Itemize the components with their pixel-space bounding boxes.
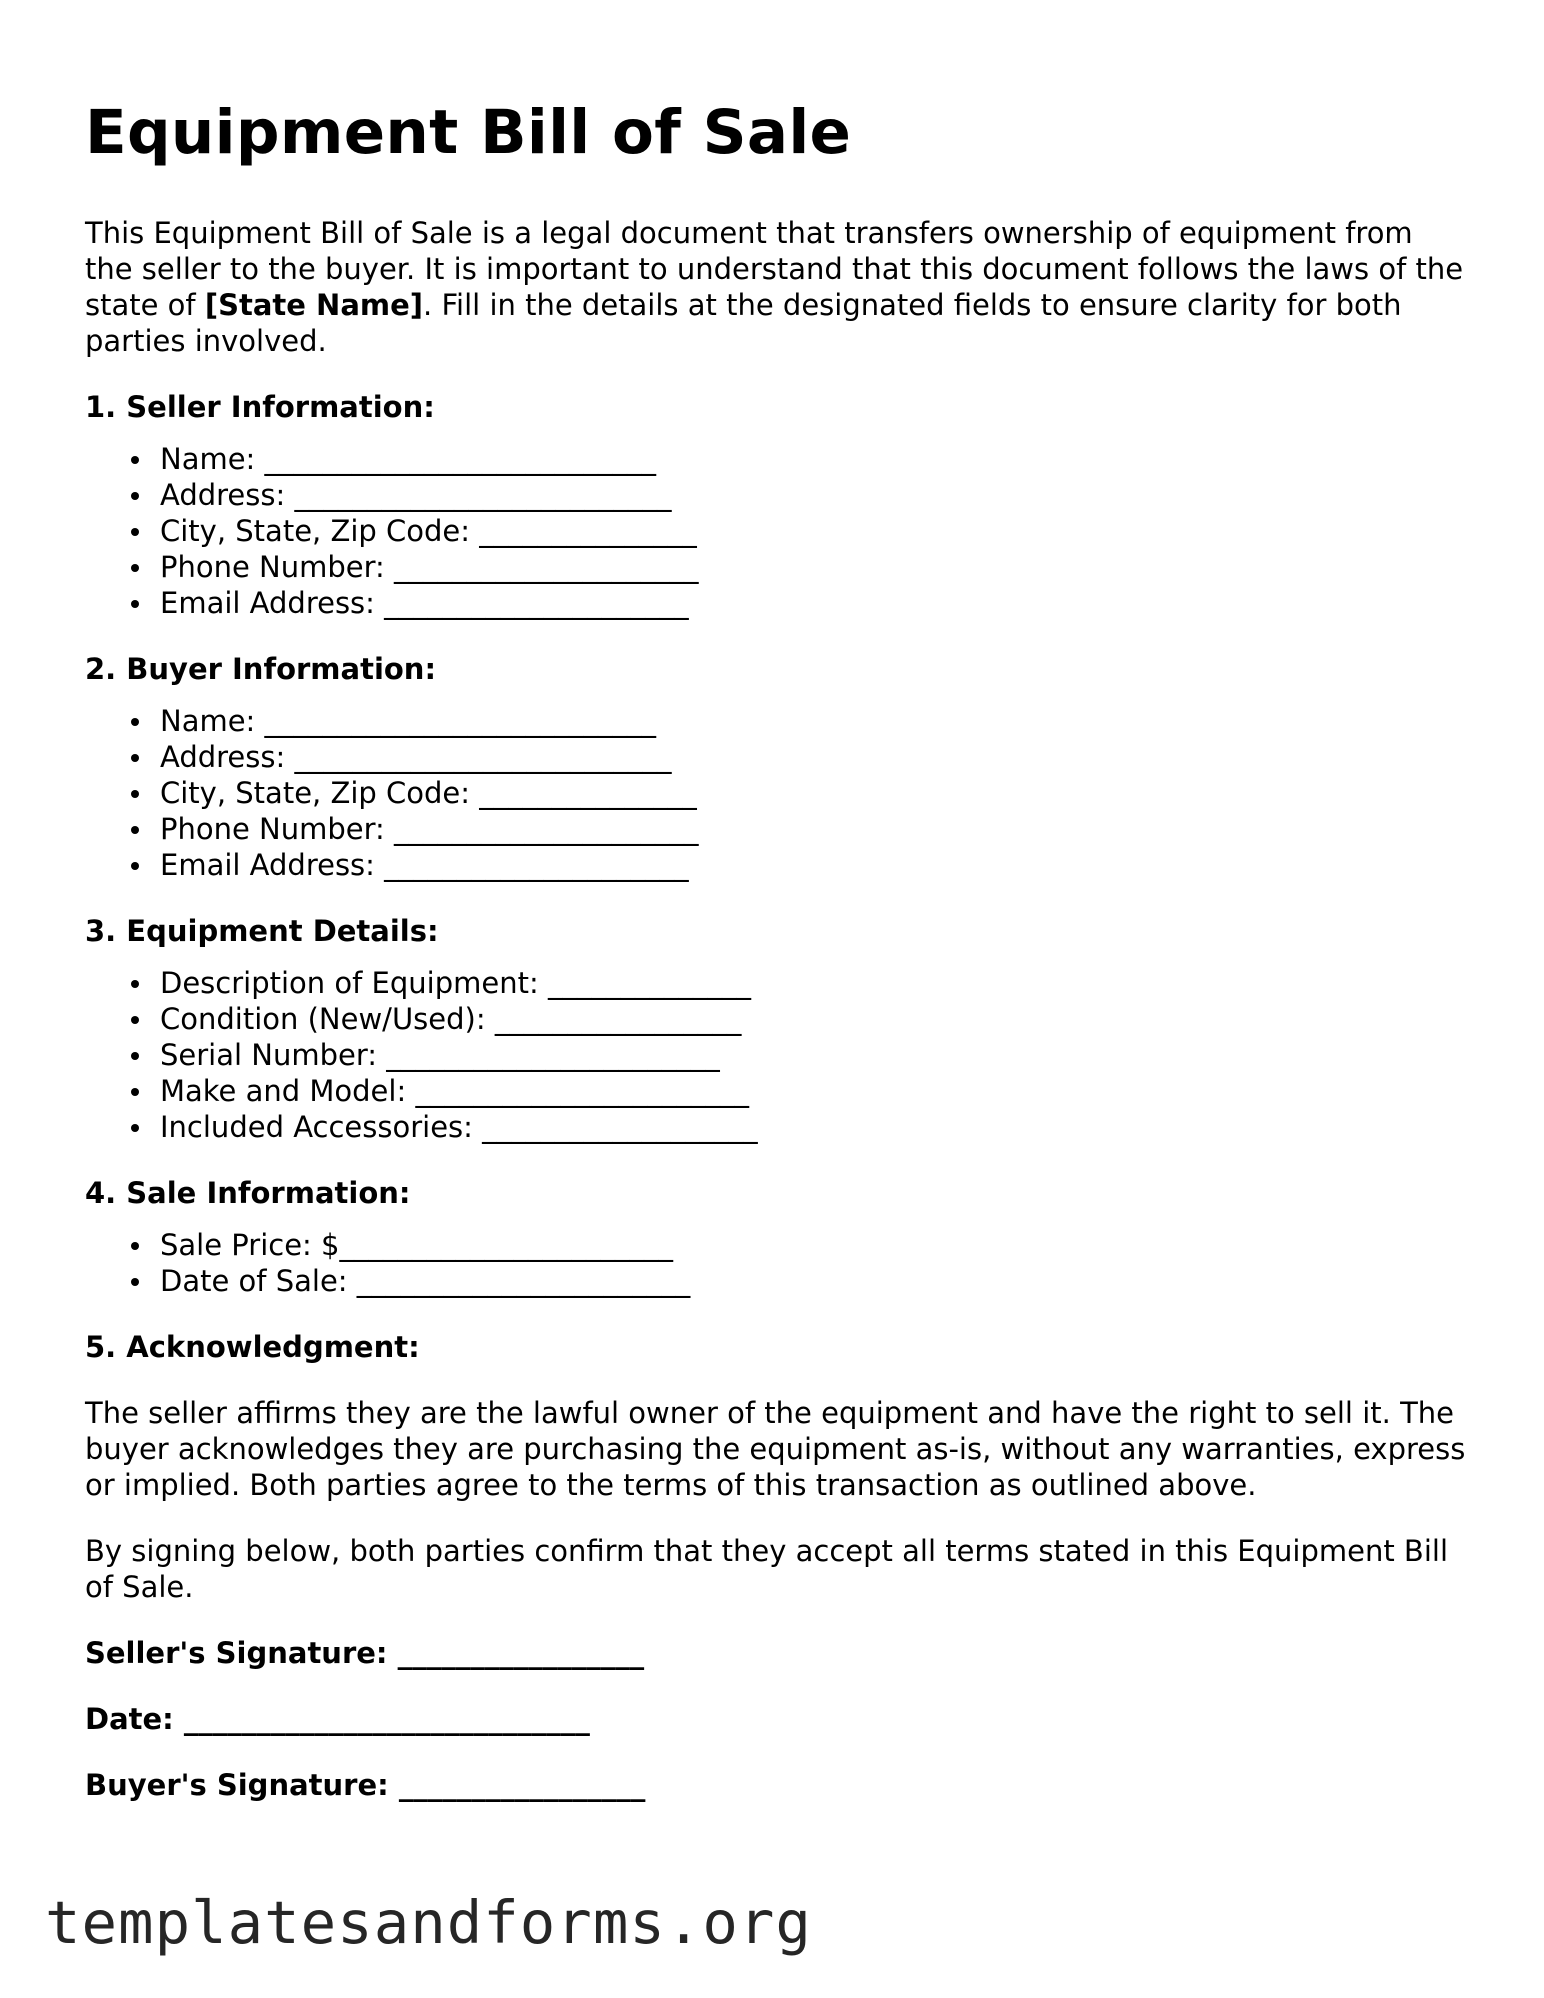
fill-blank[interactable]: __________________________	[294, 740, 672, 775]
field-label: Phone Number:	[160, 550, 385, 585]
buyer-city-state-zip-field[interactable]	[160, 775, 1485, 811]
document-title: Equipment Bill of Sale	[85, 97, 852, 168]
seller-signature-label: Seller's Signature:	[85, 1636, 388, 1671]
intro-paragraph	[85, 215, 1465, 359]
field-label: Name:	[160, 442, 256, 477]
intro-text-1: This Equipment Bill of Sale is a legal document that transfers ownership of equipment from the seller to the buyer. It is important to understand that this document follows the laws of the state of	[85, 216, 1464, 323]
watermark-text: templatesandforms.org	[45, 1888, 812, 1957]
sale-price-field[interactable]	[160, 1227, 1485, 1263]
equipment-heading: 3. Equipment Details:	[85, 914, 439, 949]
fill-blank[interactable]: _________________	[494, 1002, 742, 1037]
fill-blank[interactable]: ___________________________	[264, 704, 657, 739]
field-label: Email Address:	[160, 848, 375, 883]
fill-blank[interactable]: _______________________	[339, 1228, 673, 1263]
date-blank[interactable]: ____________________________	[183, 1702, 590, 1737]
equipment-condition-field[interactable]	[160, 1001, 1485, 1037]
buyer-address-field[interactable]	[160, 739, 1485, 775]
seller-heading: 1. Seller Information:	[85, 390, 435, 425]
equipment-make-model-field[interactable]	[160, 1073, 1485, 1109]
date-label: Date:	[85, 1702, 174, 1737]
fill-blank[interactable]: ______________	[547, 966, 751, 1001]
field-label: Serial Number:	[160, 1038, 378, 1073]
equipment-serial-field[interactable]	[160, 1037, 1485, 1073]
fill-blank[interactable]: _____________________	[394, 550, 699, 585]
buyer-fields	[85, 703, 1485, 883]
field-label: Make and Model:	[160, 1074, 407, 1109]
seller-address-field[interactable]	[160, 477, 1485, 513]
acknowledgment-heading: 5. Acknowledgment:	[85, 1330, 420, 1365]
state-name-placeholder: [State Name]	[204, 288, 424, 323]
seller-signature-line[interactable]	[85, 1635, 1485, 1671]
field-label: City, State, Zip Code:	[160, 776, 471, 811]
sale-heading: 4. Sale Information:	[85, 1176, 411, 1211]
fill-blank[interactable]: ___________________________	[264, 442, 657, 477]
field-label: Description of Equipment:	[160, 966, 539, 1001]
field-label: Condition (New/Used):	[160, 1002, 486, 1037]
field-label: Date of Sale:	[160, 1264, 348, 1299]
sale-date-field[interactable]	[160, 1263, 1485, 1299]
fill-blank[interactable]: _____________________	[384, 848, 689, 883]
field-label: Email Address:	[160, 586, 375, 621]
seller-city-state-zip-field[interactable]	[160, 513, 1485, 549]
field-label: Address:	[160, 478, 286, 513]
acknowledgment-paragraph: The seller affirms they are the lawful owner of the equipment and have the right to sell it. The buyer acknowledges they are purchasing the equipment as-is, without any warranties, express or implied. Both parties agree to the terms of this transaction as outlined above.	[85, 1396, 1466, 1503]
seller-email-field[interactable]	[160, 585, 1485, 621]
date-signature-line[interactable]	[85, 1701, 1485, 1737]
buyer-signature-label: Buyer's Signature:	[85, 1768, 389, 1803]
field-label: Sale Price: $	[160, 1228, 340, 1263]
seller-phone-field[interactable]	[160, 549, 1485, 585]
equipment-description-field[interactable]	[160, 965, 1485, 1001]
equipment-fields	[85, 965, 1485, 1145]
fill-blank[interactable]: _______________	[479, 776, 697, 811]
buyer-email-field[interactable]	[160, 847, 1485, 883]
fill-blank[interactable]: _______________________	[386, 1038, 720, 1073]
intro-text-2: . Fill in the details at the designated fields to ensure clarity for both parties involved.	[85, 288, 1402, 359]
signing-paragraph: By signing below, both parties confirm that they accept all terms stated in this Equipment Bill of Sale.	[85, 1534, 1448, 1605]
seller-signature-blank[interactable]: _________________	[397, 1636, 645, 1671]
field-label: City, State, Zip Code:	[160, 514, 471, 549]
buyer-name-field[interactable]	[160, 703, 1485, 739]
field-label: Included Accessories:	[160, 1110, 473, 1145]
seller-name-field[interactable]	[160, 441, 1485, 477]
buyer-phone-field[interactable]	[160, 811, 1485, 847]
buyer-heading: 2. Buyer Information:	[85, 652, 437, 687]
fill-blank[interactable]: _______________	[479, 514, 697, 549]
fill-blank[interactable]: _____________________	[394, 812, 699, 847]
document-page	[85, 96, 1485, 1803]
sale-fields	[85, 1227, 1485, 1299]
fill-blank[interactable]: __________________________	[294, 478, 672, 513]
fill-blank[interactable]: _______________________	[356, 1264, 691, 1299]
field-label: Phone Number:	[160, 812, 385, 847]
fill-blank[interactable]: _____________________	[384, 586, 689, 621]
buyer-signature-blank[interactable]: _________________	[398, 1768, 646, 1803]
field-label: Name:	[160, 704, 256, 739]
equipment-accessories-field[interactable]	[160, 1109, 1485, 1145]
fill-blank[interactable]: ___________________	[482, 1110, 758, 1145]
fill-blank[interactable]: _______________________	[415, 1074, 749, 1109]
buyer-signature-line[interactable]	[85, 1767, 1485, 1803]
field-label: Address:	[160, 740, 286, 775]
seller-fields	[85, 441, 1485, 621]
